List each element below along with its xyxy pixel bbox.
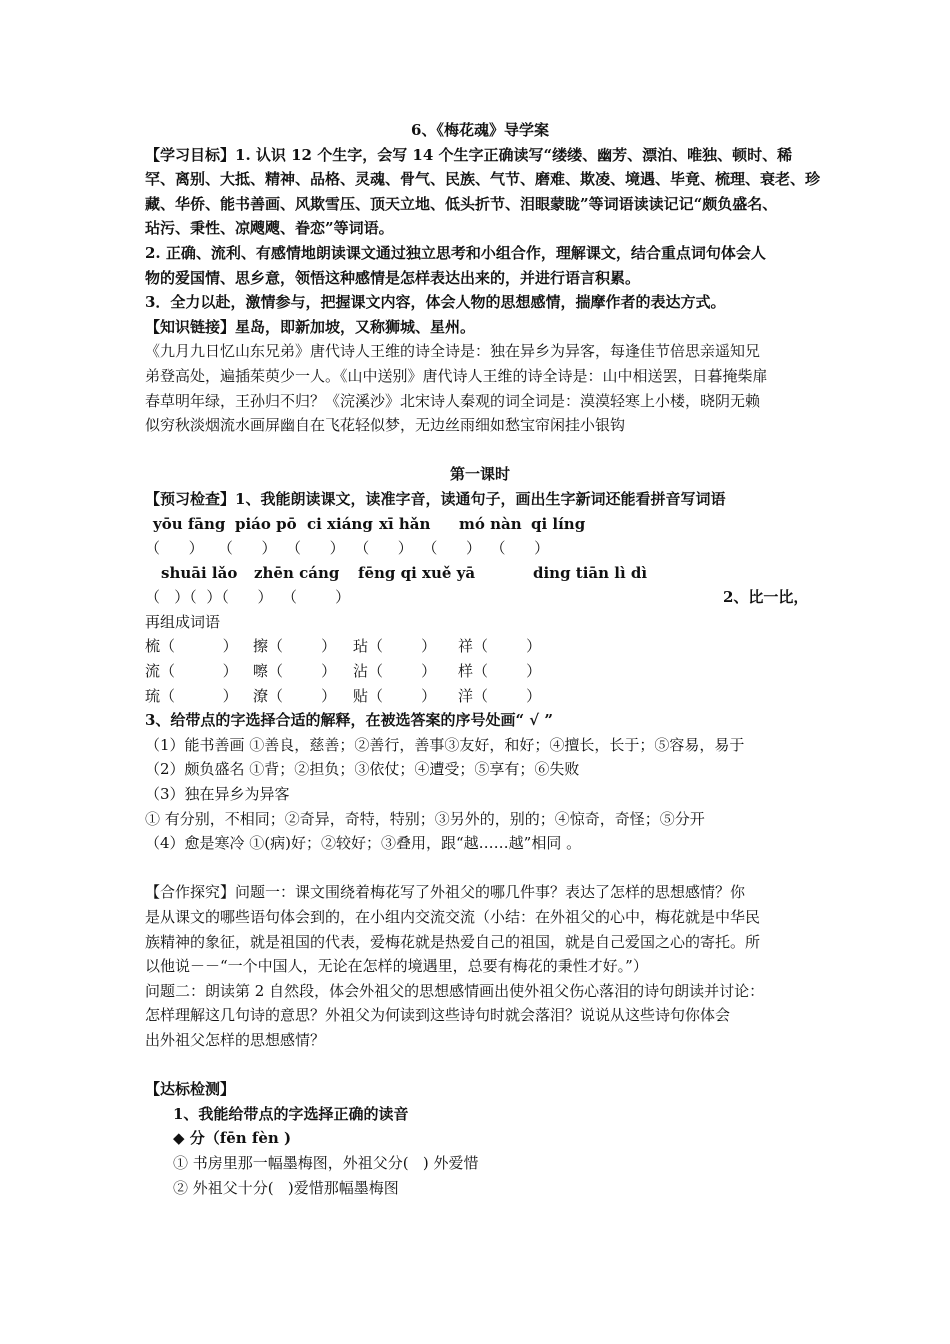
pinyin: zhēn cáng [254,563,340,582]
compare-cell: 流（ ） [145,662,238,681]
text-line: 是从课文的哪些语句体会到的，在小组内交流交流（小结：在外祖父的心中，梅花就是中华民 [145,908,761,926]
pinyin: ci xiáng [307,514,373,533]
pinyin: ding tiān lì dì [533,563,648,582]
compare-cell: 擦（ ） [253,637,337,656]
compare-cell: 洋（ ） [458,686,542,705]
text-line: 3．全力以赴，激情参与，把握课文内容，体会人物的思想感情，揣摩作者的表达方式。 [145,293,726,312]
text-line: 藏、华侨、能书善画、风欺雪压、顶天立地、低头折节、泪眼蒙眬”等词语读读记记“颇负盛名、 [145,194,778,213]
pinyin: piáo pō [235,514,297,533]
text-line: 问题二：朗读第 2 自然段，体会外祖父的思想感情画出使外祖父伤心落泪的诗句朗读并讨论： [145,981,765,1000]
test-line: ◆ 分（fēn fèn ) [173,1129,292,1148]
compare-cell: 样（ ） [458,662,542,681]
text-line: 【知识链接】星岛，即新加坡，又称狮城、星州。 [145,317,476,336]
question-3: 3、给带点的字选择合适的解释，在被选答案的序号处画“ √ ” [145,711,553,730]
pinyin: fēng qi xuě yā [358,563,476,582]
pinyin: shuāi lǎo [161,563,238,582]
compare-cell: 玷（ ） [353,637,437,656]
standard-test [145,1077,815,1200]
text-line: 2. 正确、流利、有感情地朗读课文通过独立思考和小组合作，理解课文，结合重点词句体会人 [145,243,766,262]
option-line: （2）颇负盛名 ①背；②担负；③依仗；④遭受；⑤享有；⑥失败 [145,760,580,779]
test-line: ② 外祖父十分( )爱惜那幅墨梅图 [173,1178,399,1197]
text-line: 物的爱国情、思乡意，领悟这种感情是怎样表达出来的，并进行语言积累。 [145,268,641,287]
test-line: 1、我能给带点的字选择正确的读音 [173,1104,409,1123]
pinyin: mó nàn [459,514,522,533]
answer-blanks: （ ） （ ） （ ） （ ） （ ） （ ） [145,539,550,558]
option-line: （3）独在异乡为异客 [145,785,290,804]
test-heading: 【达标检测】 [145,1080,236,1099]
learning-objectives [145,143,821,315]
pinyin: yōu fāng [153,514,226,533]
cooperative-inquiry [145,880,815,1052]
page-title: 6、《梅花魂》导学案 [411,121,549,139]
option-line: ① 有分别，不相同；②奇异，奇特，特别；③另外的，别的；④惊奇，奇怪；⑤分开 [145,809,705,828]
text-line: 【学习目标】1. 认识 12 个生字，会写 14 个生字正确读写“缕缕、幽芳、漂泊、唯独、顿时、稀 [145,145,793,164]
text-line: 出外祖父怎样的思想感情？ [145,1030,326,1049]
compare-cell: 嚓（ ） [253,662,337,681]
option-line: （1）能书善画 ①善良，慈善；②善行，善事③友好，和好；④擅长，长于；⑤容易，易于 [145,735,745,754]
pinyin: xī hǎn [379,514,431,533]
answer-blanks: （ ）（ ）（ ） （ ） [145,588,351,607]
document-page [145,118,821,1200]
test-line: ① 书房里那一幅墨梅图，外祖父分( ) 外爱惜 [173,1153,479,1172]
text-line: 玷污、秉性、凉飕飕、眷恋”等词语。 [145,219,394,238]
pinyin-row [145,512,815,537]
compare-label: 2、比一比， [723,588,809,607]
preview-check [145,487,815,856]
compare-cell: 琉（ ） [145,686,238,705]
compare-label-cont: 再组成词语 [145,612,221,631]
option-line: （4）愈是寒冷 ①(病)好；②较好；③叠用，跟“越……越”相同 。 [145,834,582,853]
text-line: 怎样理解这几句诗的意思？外祖父为何读到这些诗句时就会落泪？说说从这些诗句你体会 [145,1006,731,1025]
compare-cell: 沾（ ） [353,662,437,681]
compare-cell: 贴（ ） [353,686,437,705]
answer-blanks-row [145,585,815,610]
compare-cell: 祥（ ） [458,637,542,656]
preview-heading: 【预习检查】1、我能朗读课文，读准字音，读通句子，画出生字新词还能看拼音写词语 [145,489,726,508]
pinyin: qi líng [531,514,586,533]
knowledge-link [145,315,815,438]
text-line: 以他说－－“一个中国人，无论在怎样的境遇里，总要有梅花的秉性才好。”） [145,957,648,976]
compare-table [145,634,815,708]
compare-cell: 梳（ ） [145,637,238,656]
compare-cell: 潦（ ） [253,686,337,705]
text-line: 罕、离别、大抵、精神、品格、灵魂、骨气、民族、气节、磨难、欺凌、境遇、毕竟、梳理、衰老、珍 [145,170,821,189]
text-line: 春草明年绿，王孙归不归？《浣溪沙》北宋诗人秦观的词全词是：漠漠轻寒上小楼，晓阴无赖 [145,391,761,410]
compare-row [145,659,815,684]
lesson-title: 第一课时 [449,465,510,484]
compare-row [145,634,815,659]
text-line: 《九月九日忆山东兄弟》唐代诗人王维的诗全诗是：独在异乡为异客，每逢佳节倍思亲遥知兄 [145,342,761,361]
compare-row [145,684,815,709]
text-line: 族精神的象征，就是祖国的代表，爱梅花就是热爱自己的祖国，就是自己爱国之心的寄托。所 [145,932,761,951]
pinyin-row [145,561,815,586]
text-line: 弟登高处，遍插茱萸少一人。《山中送别》唐代诗人王维的诗全诗是：山中相送罢，日暮掩柴扉 [145,366,768,385]
text-line: 【合作探究】问题一：课文围绕着梅花写了外祖父的哪几件事？表达了怎样的思想感情？你 [145,883,746,902]
text-line: 似穷秋淡烟流水画屏幽自在飞花轻似梦，无边丝雨细如愁宝帘闲挂小银钩 [145,416,626,435]
